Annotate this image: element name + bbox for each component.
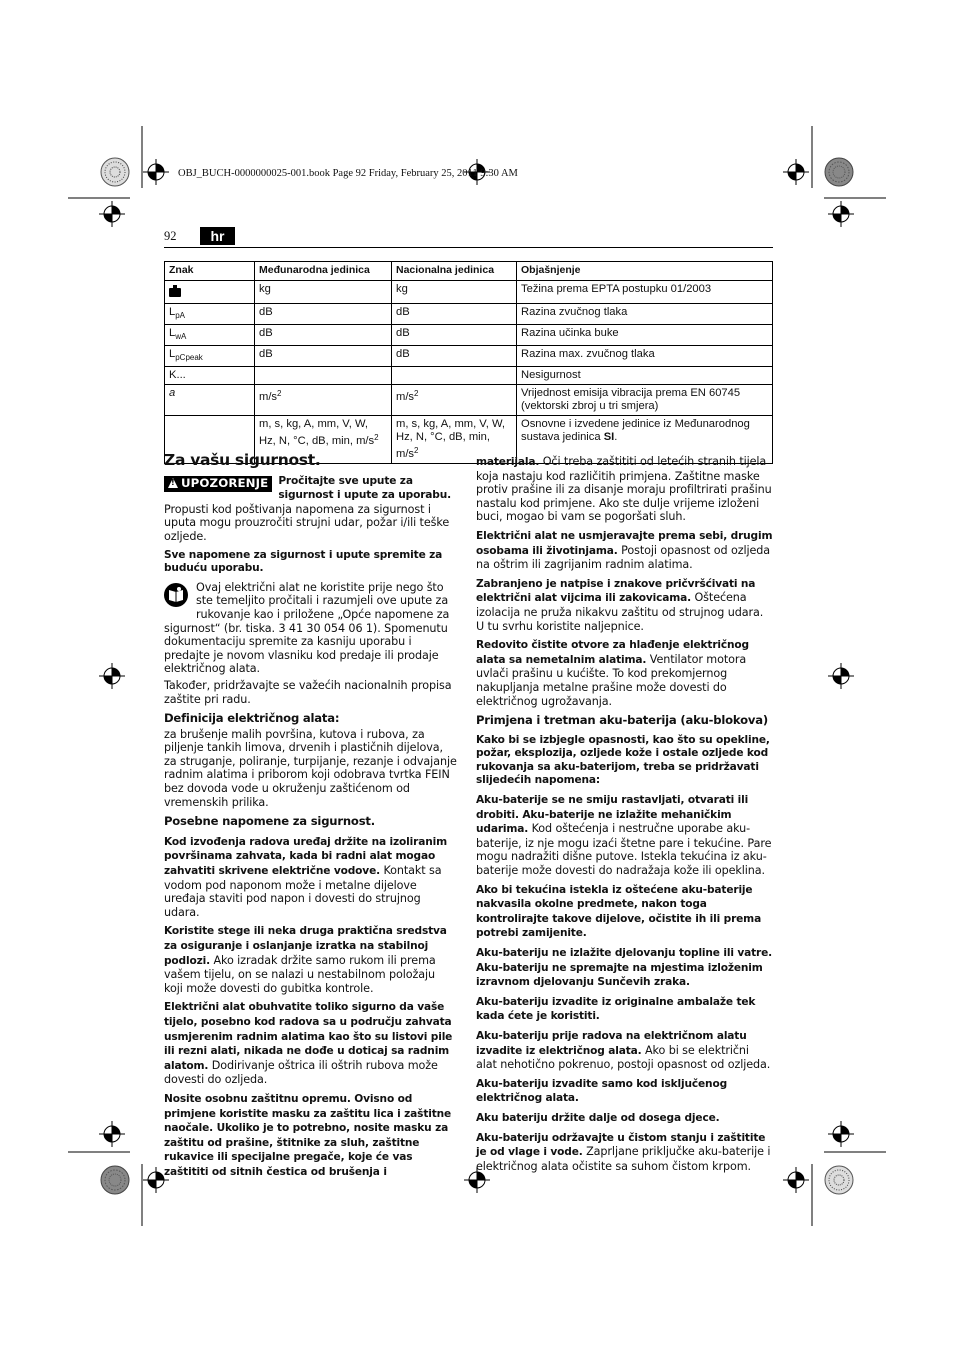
- header-international: Međunarodna jedinica: [255, 262, 392, 281]
- national-cell: dB: [392, 304, 517, 325]
- explanation-cell: Razina učinka buke: [517, 325, 773, 346]
- read-manual-text: Ovaj električni alat ne koristite prije nego što ste temeljito pročitali i razumjeli ove upute za rukovanje kao i priložene „Opće napomene za sigurnost“ (br. tiska. 3 41 30 054 06 1). Spomenutu dokumentaciju spremite za kasniju uporabu i predajte je novom vlasniku kod predaje ili prodaje električnog alata.: [164, 580, 450, 676]
- battery-text: Zaprljane priključke aku-baterije i električnog alata očistite sa suhom čistom krpom.: [476, 1145, 771, 1173]
- table-row: [165, 346, 773, 367]
- intl-cell: [255, 367, 392, 385]
- battery-heading: Primjena i tretman aku-baterija (aku-blokova): [476, 713, 768, 728]
- intl-cell: kg: [255, 281, 392, 304]
- safety-bold: Kod izvođenja radova uređaj držite na izoliranim površinama zahvata, kada bi radni alat mogao zahvatiti skrivene električne vodove.: [164, 835, 447, 878]
- battery-bold: Aku-bateriju prije radova na električnom alatu izvadite iz električnog alata.: [476, 1029, 747, 1057]
- safety-bold: Koristite stege ili neka druga praktična sredstva za osiguranje i oslanjanje izratka na stabilnoj podlozi.: [164, 925, 447, 967]
- national-cell: dB: [392, 346, 517, 367]
- national-cell: dB: [392, 325, 517, 346]
- file-info-line: OBJ_BUCH-0000000025-001.book Page 92 Friday, February 25, 2011 9:30 AM: [178, 168, 518, 179]
- safety-bold: Električni alat obuhvatite toliko sigurno da vaše tijelo, posebno kod radova sa u području zahvata usmjerenim radnim alatima kao što su listovi pile ili rezni alati, nikada ne dođe u doticaj sa radnim alatom.: [164, 1001, 453, 1072]
- battery-text: Ako bi se električni alat nehotično pokrenuo, postoji opasnost od ozljeda.: [476, 1043, 771, 1072]
- safety-text: Kontakt sa vodom pod naponom može i metalne dijelove uređaja staviti pod napon i dovesti do strujnog udara.: [164, 864, 442, 919]
- safety-text: Postoji opasnost od ozljeda na oštrim ili zagrijanim radnim alatima.: [476, 543, 771, 572]
- definition-heading: Definicija električnog alata:: [164, 711, 340, 726]
- explanation-cell: Težina prema EPTA postupku 01/2003: [517, 281, 773, 304]
- battery-bold: Aku-bateriju izvadite iz originalne ambalaže tek kada ćete je koristiti.: [476, 995, 756, 1023]
- intl-cell: m, s, kg, A, mm, V, W, Hz, N, °C, dB, min, $m/s^2$: [255, 416, 392, 464]
- safety-bold: Nosite osobnu zaštitnu opremu. Ovisno od primjene koristite masku za zaštitu lica i zaštitne naočale. Ukoliko je to potrebno, nosite masku za zaštitu od prašine, štitnike za sluh, zaštitne rukavice ili specijalne pregače, koje će vas zaštititi od sitnih čestica od brušenja i: [164, 1092, 452, 1178]
- table-header-row: [165, 262, 773, 281]
- warning-badge: !UPOZORENJE: [164, 476, 272, 493]
- warning-text: Propusti kod poštivanja napomena za sigurnost i uputa mogu prouzročiti strujni udar, požar i/ili teške ozljede.: [164, 502, 450, 543]
- battery-bold: Aku-bateriju ne izlažite djelovanju topline ili vatre. Aku-bateriju ne spremajte na mjestima izloženim izravnom djelovanju Sunčevih zraka.: [476, 947, 773, 989]
- explanation-cell: Nesigurnost: [517, 367, 773, 385]
- battery-text: Kod oštećenja i nestručne uporabe aku-baterije, iz nje mogu izaći štetne pare i tekućine. Pare mogu nadražiti dišne putove. Istekla tekućina iz aku-baterije može dovesti do nadražaja kože ili opeklina.: [476, 822, 772, 878]
- safety-bold: Električni alat ne usmjeravajte prema sebi, drugim osobama ili životinjama.: [476, 529, 773, 557]
- symbol-cell: [165, 281, 255, 304]
- national-cell: [392, 367, 517, 385]
- table-row: [165, 367, 773, 385]
- table-row: [165, 385, 773, 416]
- national-cell: kg: [392, 281, 517, 304]
- header-rule: [164, 247, 773, 248]
- safety-bold: Redovito čistite otvore za hlađenje električnog alata sa nemetalnim alatima.: [476, 639, 749, 666]
- symbol-cell: a: [165, 385, 255, 416]
- battery-intro: Kako bi se izbjegle opasnosti, kao što su opekline, požar, eksplozija, ozljede kože i ostale ozljede kod rukovanja sa aku-baterijom, treba se pridržavati slijedećih napomena:: [476, 733, 770, 787]
- safety-bold: Zabranjeno je natpise i znakove pričvršćivati na električni alat vijcima ili zakovicama.: [476, 577, 756, 605]
- explanation-cell: Razina zvučnog tlaka: [517, 304, 773, 325]
- symbol-cell: K...: [165, 367, 255, 385]
- national-cell: $m/s^2$: [392, 385, 517, 416]
- intl-cell: $m/s^2$: [255, 385, 392, 416]
- symbol-cell: $L_{pA}$: [165, 304, 255, 325]
- right-column: [476, 455, 773, 1178]
- safety-text: Ventilator motora uvlači prašinu u kućište. To kod prekomjernog nakupljanja metalne prašine može dovesti do električnog ugrožavanja.: [476, 652, 747, 708]
- definition-text: za brušenje malih površina, kutova i rubova, za piljenje tankih limova, drvenih i plastičnih dijelova, za struganje, poliranje, turpijanje, rezanje i odvajanje radnim alatima i priborom koji odobrava tvrtka FEIN bez dovoda vode u okruženju zaštićenom od vremenskih prilika.: [164, 727, 457, 809]
- battery-bold: Aku-baterije se ne smiju rastavljati, otvarati ili drobiti. Aku-baterije ne izlažite mehaničkim udarima.: [476, 794, 749, 836]
- safety-text: Ako izradak držite samo rukom ili prema vašem tijelu, on se nalazi u nestabilnom položaju koji može dovesti do gubitka kontrole.: [164, 953, 436, 995]
- battery-bold: Aku-bateriju održavajte u čistom stanju i zaštitite je od vlage i vode.: [476, 1131, 766, 1159]
- explanation-cell: Vrijednost emisija vibracija prema EN 60745 (vektorski zbroj u tri smjera): [517, 385, 773, 416]
- safety-text: Dodirivanje oštrica ili oštrih rubova može dovesti do ozljeda.: [164, 1058, 438, 1087]
- left-column: [164, 451, 457, 1185]
- header-explanation: Objašnjenje: [517, 262, 773, 281]
- warning-bold: Pročitajte sve upute za sigurnost i upute za uporabu.: [278, 474, 451, 502]
- national-cell: m, s, kg, A, mm, V, W, Hz, N, °C, dB, min, $m/s^2$: [392, 416, 517, 464]
- symbol-cell: $L_{pCpeak}$: [165, 346, 255, 367]
- table-row: [165, 281, 773, 304]
- explanation-cell: Razina max. zvučnog tlaka: [517, 346, 773, 367]
- warning-triangle-icon: [168, 478, 178, 488]
- read-manual-icon: [164, 583, 188, 607]
- table-row: [165, 325, 773, 346]
- language-badge: hr: [200, 227, 235, 245]
- units-table: [164, 261, 773, 464]
- warning-block: [164, 474, 457, 544]
- intl-cell: dB: [255, 304, 392, 325]
- intl-cell: dB: [255, 346, 392, 367]
- header-symbol: Znak: [165, 262, 255, 281]
- table-row: [165, 304, 773, 325]
- keep-notes: Sve napomene za sigurnost i upute spremite za buduću uporabu.: [164, 548, 443, 575]
- safety-bold: materijala.: [476, 456, 540, 468]
- page-number: 92: [164, 229, 177, 243]
- battery-bold: Ako bi tekućina istekla iz oštećene aku-baterije nakvasila okolne predmete, nakon toga kontrolirajte takove dijelove, očistite ih ili prema potrebi zamijenite.: [476, 883, 762, 940]
- symbol-cell: $L_{wA}$: [165, 325, 255, 346]
- header-national: Nacionalna jedinica: [392, 262, 517, 281]
- regulations-text: Također, pridržavajte se važećih nacionalnih propisa zaštite pri radu.: [164, 678, 452, 706]
- special-heading: Posebne napomene za sigurnost.: [164, 814, 375, 829]
- battery-bold: Aku-bateriju izvadite samo kod isključenog električnog alata.: [476, 1077, 728, 1105]
- explanation-cell: Osnovne i izvedene jedinice iz Međunarodnog sustava jedinica SI.: [517, 416, 773, 464]
- weight-icon: [169, 285, 181, 297]
- intl-cell: dB: [255, 325, 392, 346]
- section-title: Za vašu sigurnost.: [164, 451, 321, 469]
- safety-text: Oči treba zaštititi od letećih stranih tijela koja nastaju kod različitih primjena. Zaštitne maske protiv prašine ili za disanje moraju profiltrirati prašinu nastalu kod primjene. Ako ste dulje vrijeme izloženi buci, mogao bi vam se pogoršati sluh.: [476, 455, 772, 524]
- battery-bold: Aku bateriju držite dalje od dosega djece.: [476, 1111, 720, 1124]
- safety-text: Oštećena izolacija ne pruža nikakvu zaštitu od strujnog udara. U tu svrhu koristite naljepnice.: [476, 591, 764, 633]
